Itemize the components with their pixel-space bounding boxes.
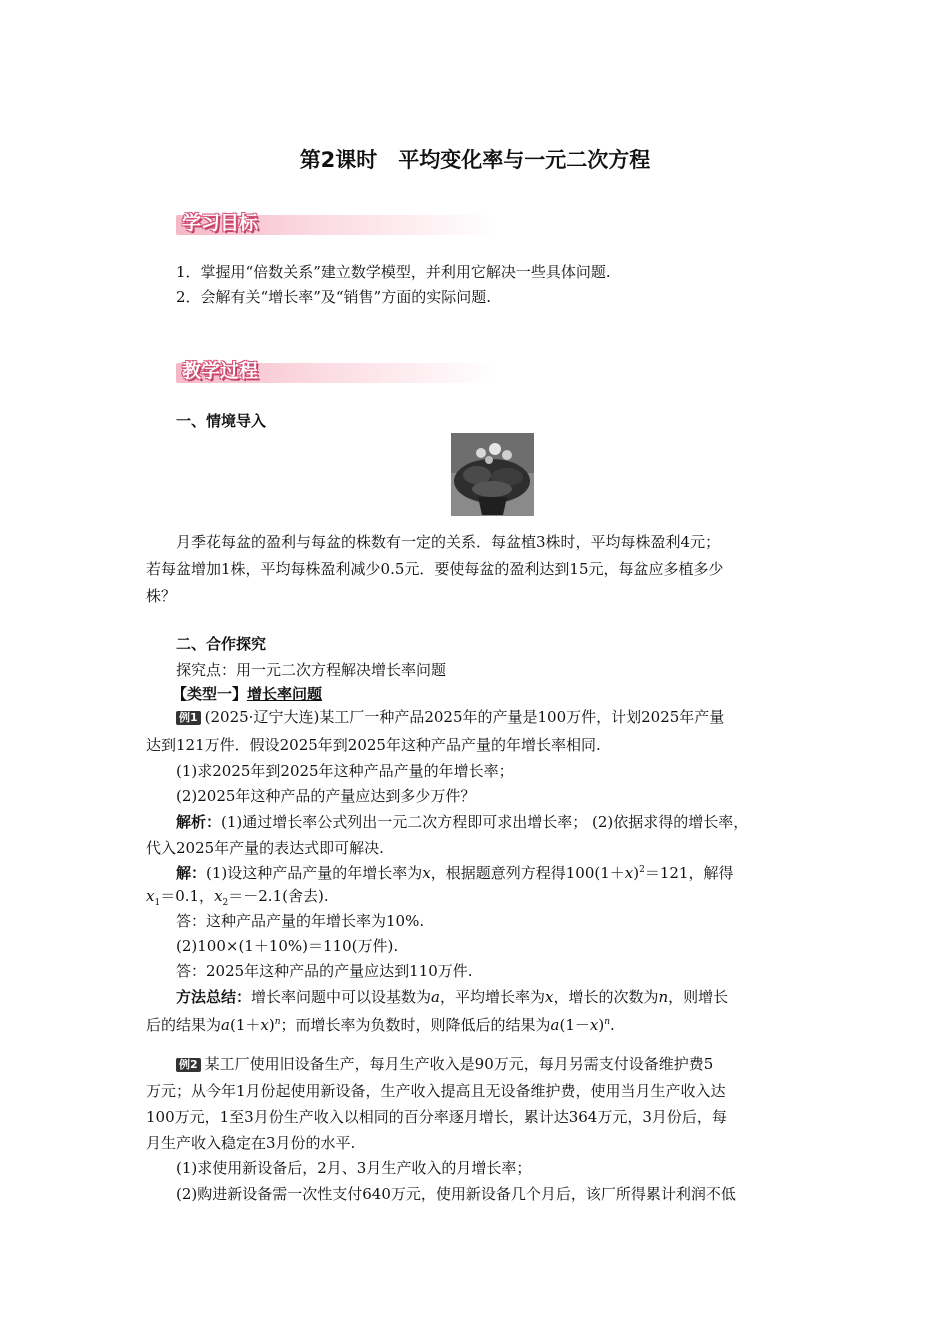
method-text: ；而增长率为负数时，则降低后的结果为 <box>280 1016 551 1034</box>
solution-text: ＝－2.1(舍去). <box>228 887 329 905</box>
intro-line-1: 月季花每盆的盈利与每盆的株数有一定的关系．每盆植3株时，平均每株盈利4元； <box>176 533 721 551</box>
answer-1: 答：这种产品产量的年增长率为10%. <box>176 912 425 930</box>
method-text: ，增长的次数为 <box>553 988 659 1006</box>
exponent: 2 <box>639 865 645 875</box>
solution-text: ＝121，解得 <box>644 864 734 882</box>
solution-text: ，根据题意列方程得100(1＋ <box>430 864 625 882</box>
banner-label: 教学过程 <box>182 360 259 382</box>
method-line-1 <box>176 987 728 1007</box>
explore-heading: 二、合作探究 <box>176 635 267 653</box>
banner-label: 学习目标 <box>182 212 259 234</box>
variable-x: x <box>624 864 634 882</box>
variable-x: x <box>422 864 431 882</box>
subscript: 2 <box>222 898 229 908</box>
example2-line-3: 100万元，1至3月份生产收入以相同的百分率逐月增长，累计达364万元，3月份后，每 <box>146 1108 727 1126</box>
subscript: 1 <box>154 898 161 908</box>
example-text: 某工厂使用旧设备生产，每月生产收入是90万元，每月另需支付设备维护费5 <box>204 1055 714 1073</box>
calc-line: (2)100×(1＋10%)＝110(万件). <box>176 937 399 955</box>
method-text: ，则增长 <box>668 988 729 1006</box>
example-text: 某工厂一种产品2025年的产量是100万件，计划2025年产量 <box>319 708 725 726</box>
method-text: ，平均增长率为 <box>439 988 545 1006</box>
goal-item-2: 2．会解有关“增长率”及“销售”方面的实际问题. <box>176 288 491 306</box>
analysis-line-1 <box>176 812 748 832</box>
method-text: 后的结果为 <box>146 1016 222 1034</box>
solution-line-2 <box>146 886 329 913</box>
method-line-2: 后的结果为$a(1+x)^n$；而增长率为负数时，则降低后的结果为$a(1-x)^n$. <box>146 1016 615 1034</box>
page-title: 第2课时 平均变化率与一元二次方程 <box>299 148 651 172</box>
solution-line-1 <box>176 860 733 883</box>
example1-line-2: 达到121万件．假设2025年到2025年这种产品产量的年增长率相同. <box>146 736 601 754</box>
explore-point: 探究点：用一元二次方程解决增长率问题 <box>176 661 447 679</box>
goal-item-1: 1．掌握用“倍数关系”建立数学模型，并利用它解决一些具体问题. <box>176 263 611 281</box>
formula-decline: a <box>550 1016 560 1034</box>
solution-text: ＝0.1， <box>160 887 215 905</box>
variable-x: x <box>545 988 554 1006</box>
example2-question-2: (2)购进新设备需一次性支付640万元，使用新设备几个月后，该厂所得累计利润不低 <box>176 1185 736 1203</box>
flower-pot-photo <box>451 433 534 516</box>
solution-text: (1)设这种产品产量的年增长率为 <box>206 864 423 882</box>
section-banner-process <box>176 356 498 384</box>
intro-heading: 一、情境导入 <box>176 412 267 430</box>
example2-line-2: 万元；从今年1月份起使用新设备，生产收入提高且无设备维护费，使用当月生产收入达 <box>146 1082 726 1100</box>
formula-growth: a <box>221 1016 230 1034</box>
intro-line-2: 若每盆增加1株，平均每株盈利减少0.5元．要使每盆的盈利达到15元，每盆应多植多少 <box>146 560 724 578</box>
analysis-label: 解析： <box>176 813 222 831</box>
example-tag: 例1 <box>176 711 201 725</box>
method-label: 方法总结： <box>176 988 252 1006</box>
example-tag: 例2 <box>176 1058 201 1072</box>
method-text: 增长率问题中可以设基数为 <box>251 988 432 1006</box>
type-one-heading <box>172 684 322 704</box>
example2-line-1 <box>176 1054 713 1074</box>
variable-n: n <box>658 988 669 1006</box>
solution-text: ) <box>633 864 640 882</box>
example-source: (2025·辽宁大连) <box>204 708 320 726</box>
solution-label: 解： <box>176 864 207 882</box>
analysis-text: (1)通过增长率公式列出一元二次方程即可求出增长率； (2)依据求得的增长率， <box>221 813 749 831</box>
example2-question-1: (1)求使用新设备后，2月、3月生产收入的月增长率； <box>176 1159 532 1177</box>
example1-line-1 <box>176 707 724 727</box>
example1-question-2: (2)2025年这种产品的产量应达到多少万件？ <box>176 787 476 805</box>
variable-a: a <box>431 988 440 1006</box>
intro-line-3: 株？ <box>146 587 177 605</box>
section-banner-goals <box>176 208 498 236</box>
type-name: 增长率问题 <box>247 685 323 703</box>
analysis-line-2: 代入2025年产量的表达式即可解决. <box>146 839 384 857</box>
answer-2: 答：2025年这种产品的产量应达到110万件. <box>176 962 473 980</box>
variable-x2: x <box>214 887 223 905</box>
example2-line-4: 月生产收入稳定在3月份的水平. <box>146 1134 356 1152</box>
variable-x1: x <box>146 887 155 905</box>
type-label: 【类型一】 <box>172 685 248 703</box>
example1-question-1: (1)求2025年到2025年这种产品产量的年增长率； <box>176 762 514 780</box>
